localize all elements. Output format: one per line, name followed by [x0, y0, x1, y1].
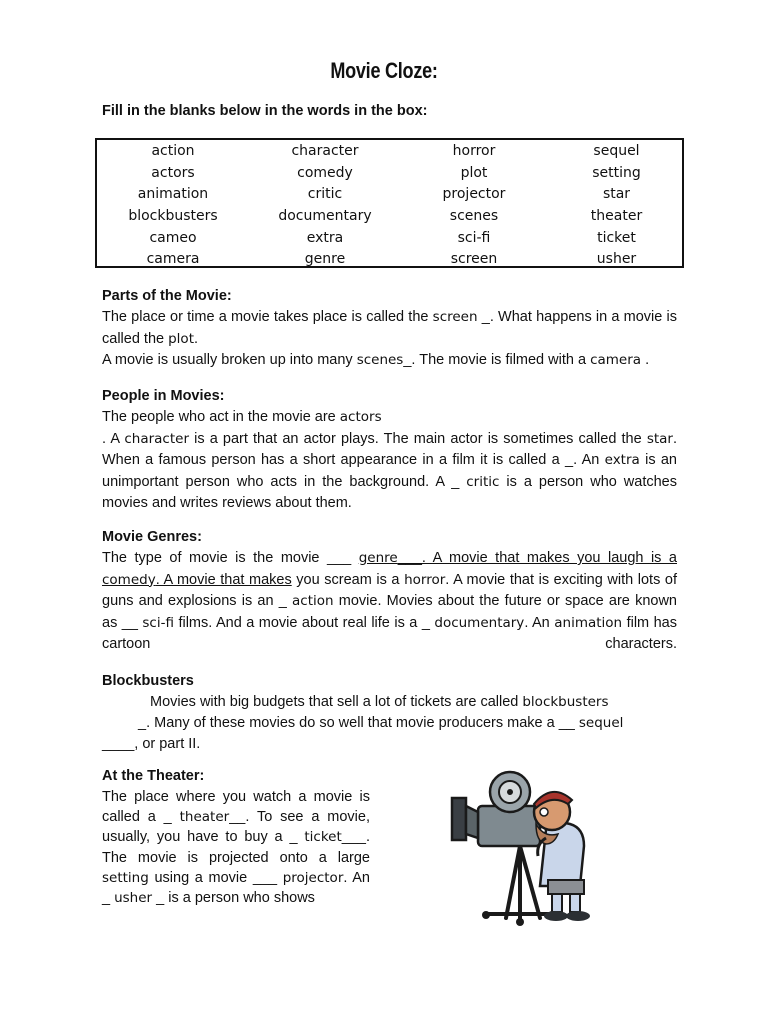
section-blockbusters — [102, 671, 677, 756]
word-box-word: character — [291, 143, 359, 159]
word-box-word: sci-fi — [457, 229, 491, 246]
word-box-word: plot — [460, 164, 488, 181]
text: ___. The movie is projected onto a large — [102, 829, 370, 866]
answer: animation — [554, 614, 623, 631]
text: A movie is usually broken up into many — [102, 352, 357, 368]
word-box-word: blockbusters — [128, 208, 218, 225]
answer: character — [124, 430, 190, 447]
text: . A — [102, 430, 125, 447]
word-box-word: sequel — [593, 143, 640, 159]
word-box-word: screen — [450, 251, 498, 268]
text: ____, or part II. — [102, 736, 201, 752]
answer: comedy — [102, 571, 156, 588]
word-box-word: projector — [442, 186, 506, 203]
text: The place where you watch a movie is called a _ — [102, 789, 370, 826]
paragraph — [102, 350, 677, 372]
word-box-word: ticket — [597, 229, 636, 246]
text: The place or time a movie takes place is called the — [102, 309, 433, 325]
text: you scream is a — [291, 571, 405, 588]
word-box-word: actors — [151, 164, 195, 181]
section-parts — [102, 286, 677, 372]
word-box-word: critic — [307, 186, 343, 203]
instructions: Fill in the blanks below in the words in the box: — [102, 103, 428, 119]
section-heading: Blockbusters — [102, 673, 194, 689]
text: . — [641, 352, 650, 368]
text: The type of movie is the movie ___ — [102, 550, 359, 566]
section-heading: Movie Genres: — [102, 529, 202, 545]
answer: plot — [168, 330, 194, 347]
text: is an unimportant person who acts in the background. A _ — [102, 452, 677, 490]
text: _. What happens in a movie is called the — [102, 309, 677, 347]
word-box-word: animation — [137, 186, 209, 203]
word-box-word: scenes — [449, 208, 499, 225]
answer: usher — [114, 890, 153, 907]
answer: theater — [179, 809, 230, 826]
word-box-word: usher — [596, 251, 637, 268]
answer: action — [292, 593, 334, 609]
word-box-word: comedy — [297, 164, 353, 181]
word-box-word: cameo — [149, 229, 197, 246]
text: __. To see a movie, usually, you have to buy a _ — [102, 809, 370, 846]
section-theater — [102, 766, 370, 908]
text: films. And a movie about real life is a _ — [173, 614, 435, 631]
text: _ is a person who shows — [152, 890, 315, 907]
paragraph — [102, 787, 370, 908]
answer: setting — [102, 869, 149, 886]
word-box-word: setting — [592, 164, 641, 181]
answer: extra — [604, 452, 640, 468]
worksheet-title: Movie Cloze: — [330, 58, 438, 83]
section-genres — [102, 527, 677, 656]
text: . A movie that makes — [155, 571, 292, 588]
answer: star — [646, 430, 673, 447]
text: is a person who watches movies and writes reviews about them. — [102, 473, 677, 511]
answer: blockbusters — [522, 694, 609, 710]
word-box-word: action — [151, 143, 195, 159]
word-box-word: horror — [452, 143, 496, 159]
cameraman-illustration — [448, 768, 618, 938]
word-box-word: extra — [306, 229, 344, 246]
answer: sci-fi — [142, 614, 174, 631]
section-heading: People in Movies: — [102, 388, 225, 404]
word-box-word: star — [602, 186, 631, 203]
answer: scenes — [356, 352, 404, 368]
text: is a part that an actor plays. The main actor is sometimes called the — [189, 430, 647, 447]
word-box — [95, 138, 684, 268]
answer: horror — [404, 571, 446, 588]
answer: sequel — [578, 714, 624, 731]
answer: screen — [432, 309, 478, 325]
paragraph — [102, 307, 677, 350]
answer: genre — [358, 550, 398, 566]
text: _. The movie is filmed with a — [403, 352, 591, 368]
section-heading: Parts of the Movie: — [102, 288, 232, 304]
text: . A movie that is exciting with lots of guns and explosions is an _ — [102, 571, 678, 609]
text: . — [193, 330, 199, 347]
section-heading: At the Theater: — [102, 768, 205, 784]
answer: ticket — [304, 829, 342, 846]
text: . When a famous person has a short appearance in a film it is called a _. An — [102, 430, 677, 468]
paragraph — [102, 692, 677, 714]
text: . An _ — [102, 869, 370, 907]
text: using a movie ___ — [148, 869, 283, 886]
paragraph — [102, 713, 677, 735]
text: film has cartoon characters. — [102, 614, 677, 652]
paragraph — [102, 734, 677, 756]
text: ___. A movie that makes you laugh is a — [397, 550, 677, 566]
answer: camera — [590, 352, 642, 368]
answer: projector — [282, 869, 344, 886]
word-box-word: documentary — [278, 208, 372, 225]
text: movie. Movies about the future or space are known as __ — [102, 593, 677, 631]
answer: documentary — [434, 614, 525, 631]
section-people — [102, 386, 677, 515]
word-box-word: genre — [304, 251, 346, 268]
answer: actors — [339, 409, 382, 425]
paragraph — [102, 407, 677, 429]
answer: critic — [466, 473, 500, 490]
text: The people who act in the movie are — [102, 409, 340, 425]
paragraph — [102, 548, 677, 656]
text: Movies with big budgets that sell a lot of tickets are called — [150, 694, 523, 710]
word-box-word: camera — [146, 251, 200, 268]
text: _. Many of these movies do so well that movie producers make a __ — [138, 714, 579, 731]
text: . An — [524, 614, 555, 631]
word-box-word: theater — [590, 208, 643, 225]
paragraph — [102, 429, 677, 515]
